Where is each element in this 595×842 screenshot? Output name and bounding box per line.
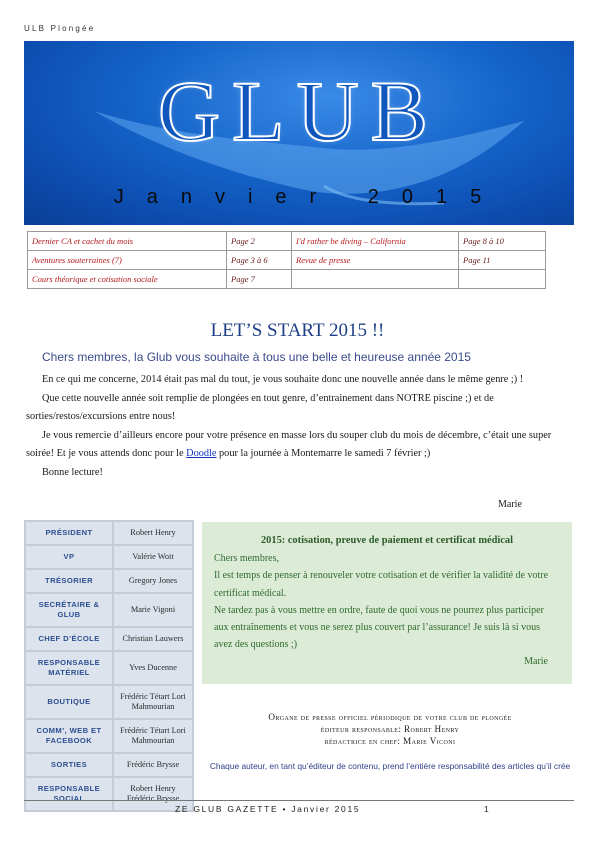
notice-text: Ne tardez pas à vous mettre en ordre, faute de quoi vous ne pourrez plus participer aux entraînements et vous ne serez plus couvert par l’assurance! Je suis là si vous avez des questions ;) xyxy=(214,604,544,651)
responsibility-note: Chaque auteur, en tant qu’éditeur de contenu, prend l’entière responsabilité des articles qu’il crée xyxy=(209,761,571,771)
committee-member: Valérie Woit xyxy=(114,546,192,568)
issue-date: Janvier 2015 xyxy=(113,186,505,208)
table-row xyxy=(26,778,192,810)
page-number: 1 xyxy=(484,804,489,814)
committee-member: Frédéric Tétart Lori Mahmourian xyxy=(114,720,192,752)
toc-item-title[interactable]: Cours théorique et cotisation sociale xyxy=(28,270,227,289)
doodle-link[interactable]: Doodle xyxy=(186,448,217,460)
colophon xyxy=(205,711,575,747)
toc-item-page: Page 7 xyxy=(227,270,292,289)
table-row xyxy=(26,628,192,650)
footer-title: ZE GLUB GAZETTE • Janvier 2015 xyxy=(175,804,361,814)
article-text: Je vous remercie d’ailleurs encore pour votre présence en masse lors du souper club du mois de décembre, c’était une super soirée! Et je vous attends donc pour le xyxy=(26,429,552,460)
table-of-contents xyxy=(27,231,546,289)
toc-item-title[interactable]: Revue de presse xyxy=(292,251,459,270)
notice-text: Il est temps de penser à renouveler votre cotisation et de vérifier la validité de votre certificat médical. xyxy=(214,570,549,599)
colophon-line: Organe de presse officiel périodique de votre club de plongée xyxy=(268,712,512,722)
notice-text: Chers membres, xyxy=(214,553,279,565)
article-paragraph: Que cette nouvelle année soit remplie de plongées en tout genre, d’entrainement dans NOTRE piscine ;) et de sorties/restos/excursions entre nous! xyxy=(26,392,494,423)
toc-row xyxy=(28,270,546,289)
table-row xyxy=(26,522,192,544)
committee-role: COMM’, WEB ET FACEBOOK xyxy=(26,720,112,752)
table-row xyxy=(26,686,192,718)
table-row xyxy=(26,570,192,592)
masthead-title: GLUB xyxy=(157,63,441,159)
committee-member: Christian Lauwers xyxy=(114,628,192,650)
committee-member: Yves Ducenne xyxy=(114,652,192,684)
committee-member: Gregory Jones xyxy=(114,570,192,592)
article-text: pour la journée à Montemarre le samedi 7 février ;) xyxy=(216,448,431,460)
toc-row xyxy=(28,251,546,270)
table-row xyxy=(26,546,192,568)
committee-member: Robert Henry Frédéric Brysse xyxy=(114,778,192,810)
article-body xyxy=(26,371,566,483)
toc-item-page xyxy=(459,270,546,289)
toc-item-page: Page 8 à 10 xyxy=(459,232,546,251)
committee-role: SORTIES xyxy=(26,754,112,776)
committee-role: VP xyxy=(26,546,112,568)
committee-member: Frédéric Brysse xyxy=(114,754,192,776)
article-signature: Marie xyxy=(498,499,522,510)
notice-signature: Marie xyxy=(524,656,548,668)
masthead-banner xyxy=(24,41,574,225)
committee-role: RESPONSABLE MATÉRIEL xyxy=(26,652,112,684)
toc-item-title[interactable]: I'd rather be diving – California xyxy=(292,232,459,251)
article-paragraph xyxy=(26,427,566,464)
committee-role: TRÉSORIER xyxy=(26,570,112,592)
committee-table xyxy=(24,520,194,812)
toc-item-title xyxy=(292,270,459,289)
toc-row xyxy=(28,232,546,251)
article-title: LET’S START 2015 !! xyxy=(210,320,385,341)
table-row xyxy=(26,652,192,684)
table-row xyxy=(26,754,192,776)
table-row xyxy=(26,594,192,626)
notice-title: 2015: cotisation, preuve de paiement et certificat médical xyxy=(260,535,513,546)
committee-member: Robert Henry xyxy=(114,522,192,544)
toc-item-page: Page 3 à 6 xyxy=(227,251,292,270)
committee-member: Frédéric Tétart Lori Mahmourian xyxy=(114,686,192,718)
committee-role: PRÉSIDENT xyxy=(26,522,112,544)
committee-role: CHEF D’ÉCOLE xyxy=(26,628,112,650)
club-name: ULB Plongée xyxy=(24,24,96,33)
toc-item-page: Page 2 xyxy=(227,232,292,251)
toc-item-page: Page 11 xyxy=(459,251,546,270)
toc-item-title[interactable]: Aventures souterraines (7) xyxy=(28,251,227,270)
committee-role: SECRÉTAIRE & GLUB xyxy=(26,594,112,626)
colophon-line: rédactrice en chef: Marie Viconi xyxy=(324,736,456,746)
article-greeting: Chers membres, la Glub vous souhaite à tous une belle et heureuse année 2015 xyxy=(42,350,471,364)
article-paragraph: Bonne lecture! xyxy=(42,466,103,478)
article-paragraph: En ce qui me concerne, 2014 était pas mal du tout, je vous souhaite donc une nouvelle année dans le même genre ;) ! xyxy=(42,374,524,385)
committee-role: RESPONSABLE SOCIAL xyxy=(26,778,112,810)
membership-notice xyxy=(202,522,572,684)
colophon-line: éditeur responsable: Robert Henry xyxy=(320,724,460,734)
toc-item-title[interactable]: Dernier CA et cachet du mois xyxy=(28,232,227,251)
committee-role: BOUTIQUE xyxy=(26,686,112,718)
committee-member: Marie Vigoni xyxy=(114,594,192,626)
table-row xyxy=(26,720,192,752)
footer-divider xyxy=(24,800,574,801)
